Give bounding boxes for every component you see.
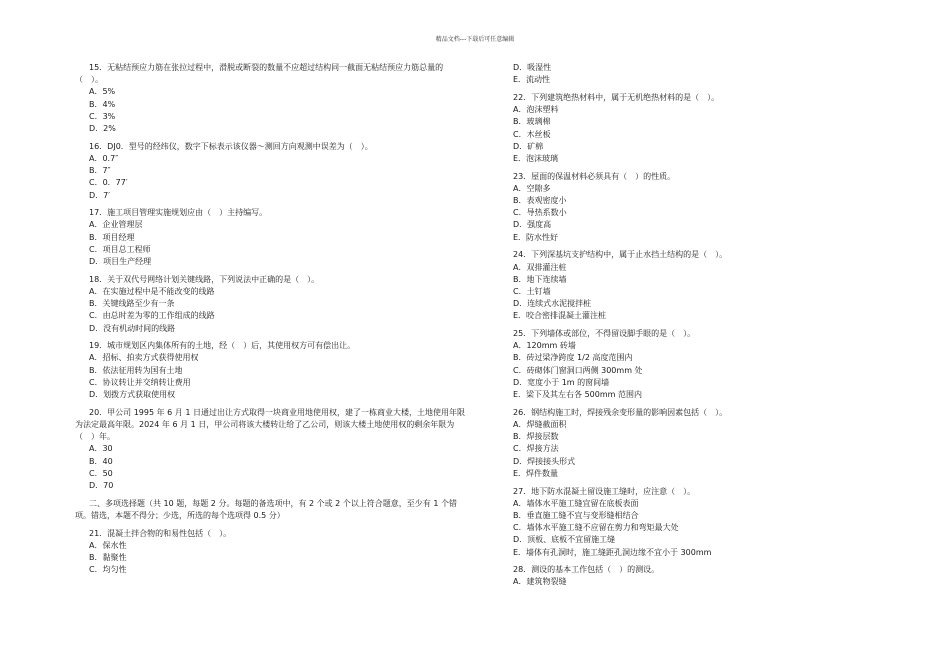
option-d: D．强度高: [513, 220, 552, 230]
option-c: C．3%: [89, 111, 116, 121]
option-c: C．均匀性: [89, 565, 127, 575]
option-e: E．流动性: [513, 75, 551, 85]
question-stem: 19．城市规划区内集体所有的土地，经（ ）后，其使用权方可有偿出让。: [89, 341, 356, 351]
option-c: C．墙体水平施工缝不应留在剪力和弯矩最大处: [513, 523, 679, 533]
right-column: [499, 62, 879, 594]
option-c: C．木丝板: [513, 129, 551, 139]
option-a: A．企业管理层: [89, 220, 143, 230]
question-25: [499, 328, 879, 401]
option-d: D．矿棉: [513, 141, 544, 151]
question-stem: 17．施工项目管理实施规划应由（ ）主持编写。: [89, 208, 268, 218]
option-e: E．焊件数量: [513, 468, 559, 478]
question-18: [75, 274, 470, 335]
question-stem: 20．甲公司 1995 年 6 月 1 日通过出让方式取得一块商业用地使用权，建了一栋商业大楼，土地使用年限为法定最高年限。2024 年 6 月 1 日，甲公司将该大楼转让给了乙公司，则该大楼土地使用权的剩余年限为（ ）年。: [75, 407, 465, 442]
option-a: A．建筑物裂缝: [513, 577, 567, 587]
option-c: C．0．77′: [89, 178, 128, 188]
option-e: E．咬合密排混凝土灌注桩: [513, 311, 607, 321]
option-d: D．焊接接头形式: [513, 456, 576, 466]
option-d: D．连续式水泥搅拌桩: [513, 299, 592, 309]
question-stem: 24．下列深基坑支护结构中，属于止水挡土结构的是（ ）。: [513, 250, 728, 260]
option-a: A．在实施过程中是不能改变的线路: [89, 286, 215, 296]
question-26: [499, 407, 879, 480]
option-b: B．4%: [89, 99, 116, 109]
option-e: E．防水性好: [513, 232, 559, 242]
question-stem: 15．无粘结预应力筋在张拉过程中，滑脱或断裂的数量不应超过结构同一截面无粘结预应力筋总量的（ ）。: [75, 63, 444, 85]
question-27: [499, 486, 879, 559]
question-stem: 16．DJ0．型号的经纬仪，数字下标表示该仪器～测回方向观测中误差为（ ）。: [89, 141, 373, 151]
question-19: [75, 340, 470, 401]
question-stem: 22．下列建筑绝热材料中，属于无机绝热材料的是（ ）。: [513, 92, 720, 102]
question-21: [75, 528, 470, 577]
option-b: B．依法征用转为国有土地: [89, 365, 183, 375]
option-a: A．墙体水平施工缝宜留在底板表面: [513, 498, 639, 508]
option-c: C．土钉墙: [513, 286, 551, 296]
option-b: B．表观密度小: [513, 196, 567, 206]
option-d: D．吸湿性: [513, 63, 552, 72]
option-d: D．7′: [89, 190, 111, 200]
option-a: A．30: [89, 444, 113, 454]
question-stem: 28．测设的基本工作包括（ ）的测设。: [513, 565, 660, 575]
option-d: D．顶板、底板不宜留施工缝: [513, 535, 616, 545]
option-c: C．由总时差为零的工作组成的线路: [89, 311, 215, 321]
option-c: C．焊接方法: [513, 444, 559, 454]
option-b: B．40: [89, 456, 113, 466]
question-28: [499, 564, 879, 588]
option-b: B．项目经理: [89, 232, 135, 242]
question-22: [499, 92, 879, 165]
question-20: [75, 407, 470, 492]
option-d: D．70: [89, 481, 114, 490]
option-a: A．焊缝截面积: [513, 419, 567, 429]
option-a: A．泡沫塑料: [513, 105, 559, 115]
question-stem: 26．钢结构施工时，焊接残余变形量的影响因素包括（ ）。: [513, 407, 728, 417]
page-header: 精品文档---下载后可任意编辑: [435, 36, 515, 43]
option-b: B．垂直施工缝不宜与变形缝相结合: [513, 510, 639, 520]
question-stem: 27．地下防水混凝土留设施工缝时，应注意（ ）。: [513, 486, 696, 496]
question-15: [75, 62, 470, 135]
option-c: C．导热系数小: [513, 208, 567, 218]
question-17: [75, 207, 470, 268]
option-d: D．宽度小于 1m 的窗间墙: [513, 377, 610, 387]
option-e: E．梁下及其左右各 500mm 范围内: [513, 390, 642, 400]
option-d: D．划拨方式获取使用权: [89, 390, 176, 400]
option-b: B．黏聚性: [89, 553, 127, 563]
option-a: A．保水性: [89, 540, 127, 550]
question-stem: 25．下列墙体或部位，不得留设脚手眼的是（ ）。: [513, 329, 696, 339]
option-a: A．招标、拍卖方式获得使用权: [89, 353, 199, 363]
option-c: C．项目总工程师: [89, 244, 151, 254]
question-stem: 23．屋面的保温材料必须具有（ ）的性质。: [513, 171, 676, 181]
option-b: B．砖过梁净跨度 1/2 高度范围内: [513, 353, 633, 363]
section-heading-multiple-choice: 二、多项选择题（共 10 题，每题 2 分。每题的备选项中，有 2 个或 2 个以上符合题意，至少有 1 个错项。错选，本题不得分；少选，所选的每个选项得 0.5 分）: [75, 498, 457, 520]
option-c: C．砖砌体门窗洞口两侧 300mm 处: [513, 365, 643, 375]
option-e: E．墙体有孔洞时，施工缝距孔洞边缘不宜小于 300mm: [513, 547, 712, 557]
option-b: B．关键线路至少有一条: [89, 299, 175, 309]
option-d: D．没有机动时间的线路: [89, 323, 176, 333]
option-a: A．120mm 砖墙: [513, 341, 576, 351]
question-stem: 18．关于双代号网络计划关键线路，下列说法中正确的是（ ）。: [89, 274, 320, 284]
option-a: A．0.7″: [89, 153, 119, 163]
option-d: D．2%: [89, 124, 116, 134]
question-stem: 21．混凝土拌合物的和易性包括（ ）。: [89, 528, 232, 538]
option-e: E．泡沫玻璃: [513, 153, 559, 163]
question-16: [75, 141, 470, 202]
left-column: [75, 62, 470, 582]
option-d: D．项目生产经理: [89, 257, 152, 267]
option-a: A．双排灌注桩: [513, 262, 567, 272]
option-b: B．地下连续墙: [513, 274, 567, 284]
option-a: A．空隙多: [513, 183, 551, 193]
option-a: A．5%: [89, 87, 116, 97]
option-c: C．协议转让并交纳转让费用: [89, 377, 191, 387]
question-23: [499, 171, 879, 244]
question-21-continued: [499, 62, 879, 86]
option-b: B．7″: [89, 166, 111, 176]
option-c: C．50: [89, 468, 113, 478]
option-b: B．焊接层数: [513, 432, 559, 442]
option-b: B．玻璃棉: [513, 117, 551, 127]
question-24: [499, 249, 879, 322]
